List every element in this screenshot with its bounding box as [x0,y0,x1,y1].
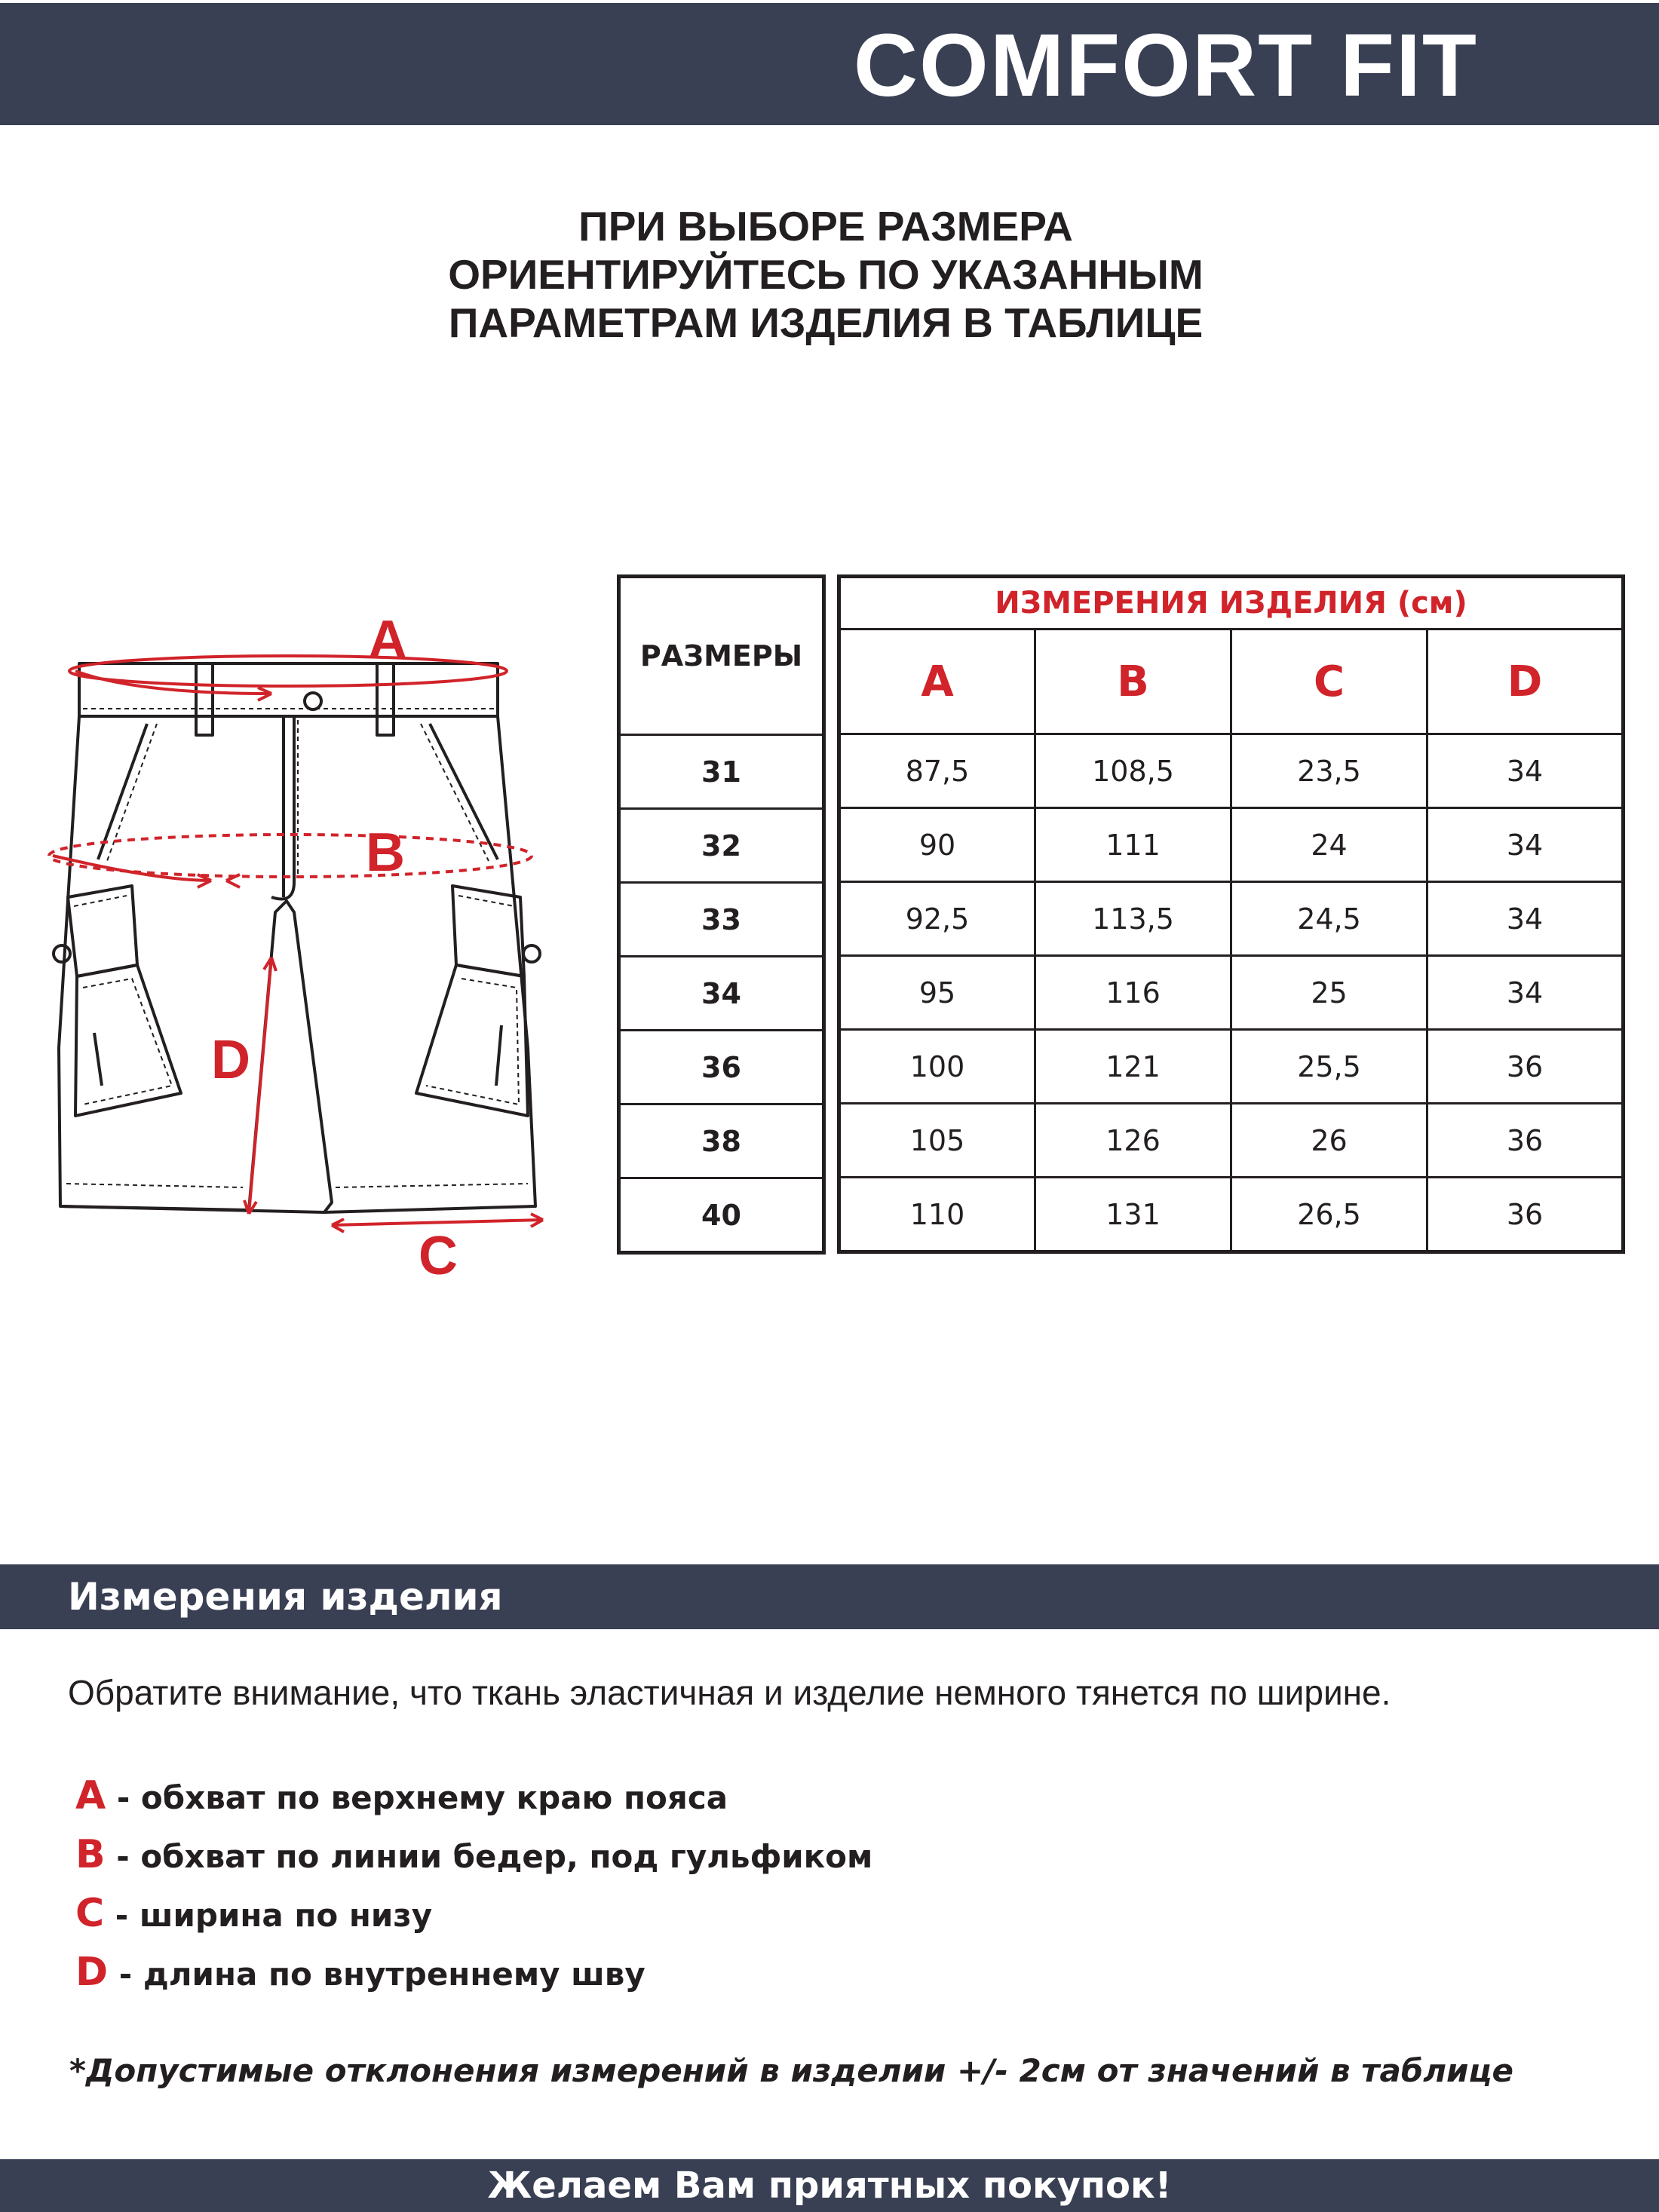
value-cell: 24 [1231,808,1427,882]
size-cell: 31 [619,735,824,809]
value-cell: 34 [1427,808,1624,882]
tolerance-note: *Допустимые отклонения измерений в изделии +/- 2см от значений в таблице [69,2052,1514,2089]
size-cell: 40 [619,1178,824,1253]
footer-band [0,2159,1659,2212]
headline-line-2: ОРИЕНТИРУЙТЕСЬ ПО УКАЗАННЫМ [448,251,1204,298]
value-cell: 34 [1427,956,1624,1030]
legend-letter: D [75,1950,109,1995]
value-cell: 25 [1231,956,1427,1030]
table-row [839,882,1624,956]
column-header-c: C [1231,630,1427,734]
value-cell: 36 [1427,1104,1624,1178]
value-cell: 34 [1427,734,1624,808]
table-row [839,956,1624,1030]
legend-item-c [75,1891,432,1936]
info-band [0,1564,1659,1629]
table-row [839,1178,1624,1252]
value-cell: 108,5 [1035,734,1231,808]
size-column-table [617,574,826,1255]
value-cell: 113,5 [1035,882,1231,956]
headline-line-1: ПРИ ВЫБОРЕ РАЗМЕРА [578,203,1073,250]
value-cell: 25,5 [1231,1030,1427,1104]
shorts-outline [54,663,540,1212]
value-cell: 100 [839,1030,1035,1104]
value-cell: 105 [839,1104,1035,1178]
value-cell: 95 [839,956,1035,1030]
letter-b: B [366,823,405,883]
legend-letter: A [75,1773,106,1818]
legend-letter: C [75,1891,105,1936]
measurements-header: ИЗМЕРЕНИЯ ИЗДЕЛИЯ (см) [839,577,1624,630]
legend-letter: B [75,1832,106,1877]
brand-title: COMFORT FIT [853,16,1478,115]
shorts-diagram [45,596,558,1289]
value-cell: 111 [1035,808,1231,882]
table-row [839,808,1624,882]
measurement-letters [211,610,458,1286]
value-cell: 90 [839,808,1035,882]
table-row [839,734,1624,808]
header-band [0,3,1659,125]
value-cell: 26,5 [1231,1178,1427,1252]
column-header-d: D [1427,630,1624,734]
value-cell: 92,5 [839,882,1035,956]
legend-item-a [75,1773,728,1818]
headline [0,202,1651,347]
measurement-marks [49,656,543,1232]
fabric-note: Обратите внимание, что ткань эластичная и изделие немного тянется по ширине. [68,1673,1391,1712]
letter-a: A [368,610,407,670]
footer-text: Желаем Вам приятных покупок! [487,2165,1172,2207]
sizes-header: РАЗМЕРЫ [619,577,824,735]
column-header-b: B [1035,630,1231,734]
headline-line-3: ПАРАМЕТРАМ ИЗДЕЛИЯ В ТАБЛИЦЕ [448,299,1204,346]
value-cell: 87,5 [839,734,1035,808]
column-header-a: A [839,630,1035,734]
legend-item-b [75,1832,872,1877]
value-cell: 36 [1427,1178,1624,1252]
table-row [839,1030,1624,1104]
value-cell: 116 [1035,956,1231,1030]
size-cell: 38 [619,1104,824,1178]
legend-text: - обхват по линии бедер, под гульфиком [105,1838,873,1875]
legend-text: - длина по внутреннему шву [108,1956,646,1993]
info-title: Измерения изделия [68,1575,503,1619]
table-row [839,1104,1624,1178]
legend-text: - обхват по верхнему краю пояса [106,1779,728,1816]
letter-c: C [419,1226,458,1286]
value-cell: 23,5 [1231,734,1427,808]
value-cell: 34 [1427,882,1624,956]
value-cell: 131 [1035,1178,1231,1252]
value-cell: 121 [1035,1030,1231,1104]
legend-text: - ширина по низу [104,1897,433,1934]
size-cell: 33 [619,883,824,957]
measurements-table [837,574,1625,1254]
value-cell: 36 [1427,1030,1624,1104]
value-cell: 24,5 [1231,882,1427,956]
size-cell: 32 [619,809,824,883]
value-cell: 126 [1035,1104,1231,1178]
legend-item-d [75,1950,646,1995]
size-cell: 34 [619,957,824,1031]
value-cell: 110 [839,1178,1035,1252]
size-cell: 36 [619,1031,824,1104]
letter-d: D [211,1030,250,1090]
value-cell: 26 [1231,1104,1427,1178]
